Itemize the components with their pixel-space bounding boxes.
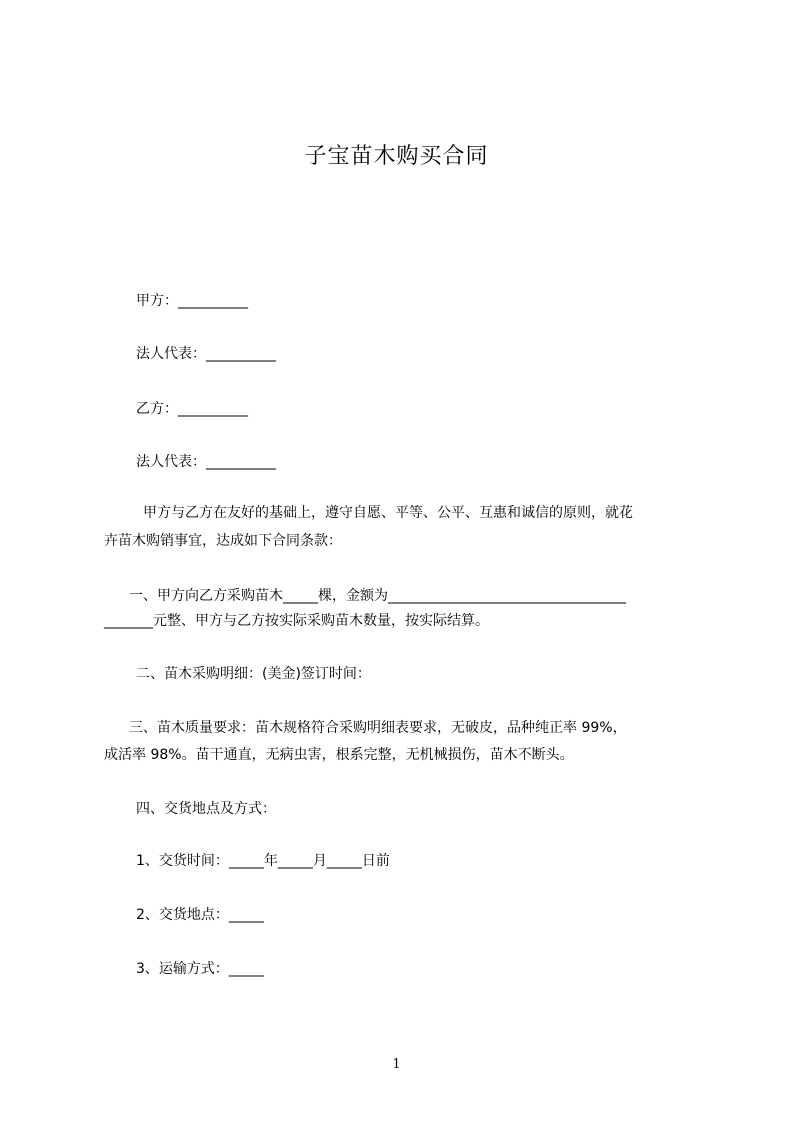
clause-4-line: 四、交货地点及方式： [136,801,276,817]
party-a-representative-line: 法人代表：__________ [136,346,276,362]
intro-paragraph-line-1: 甲方与乙方在友好的基础上，遵守自愿、平等、公平、互惠和诚信的原则，就花 [143,505,633,521]
transport-method-line: 3、运输方式：_____ [136,961,264,977]
clause-1-line-2: _______元整、甲方与乙方按实际采购苗木数量，按实际结算。 [104,613,489,629]
clause-3-line-2: 成活率 98%。苗干通直，无病虫害，根系完整，无机械损伤，苗木不断头。 [104,747,574,763]
page-number: 1 [392,1057,401,1072]
intro-paragraph-line-2: 卉苗木购销事宜，达成如下合同条款： [104,533,342,549]
party-a-line: 甲方：__________ [136,293,248,309]
clause-3-line-1: 三、苗木质量要求：苗木规格符合采购明细表要求，无破皮，品种纯正率 99%， [129,720,627,736]
delivery-time-line: 1、交货时间：_____年_____月_____日前 [136,853,390,869]
party-b-representative-line: 法人代表：__________ [136,454,276,470]
document-title: 子宝苗木购买合同 [304,144,489,169]
delivery-location-line: 2、交货地点：_____ [136,907,264,923]
clause-2-line: 二、苗木采购明细：(美金)签订时间： [136,666,371,682]
clause-1-line-1: 一、甲方向乙方采购苗木_____棵，金额为__________________________________ [129,588,626,604]
party-b-line: 乙方：__________ [136,401,248,417]
